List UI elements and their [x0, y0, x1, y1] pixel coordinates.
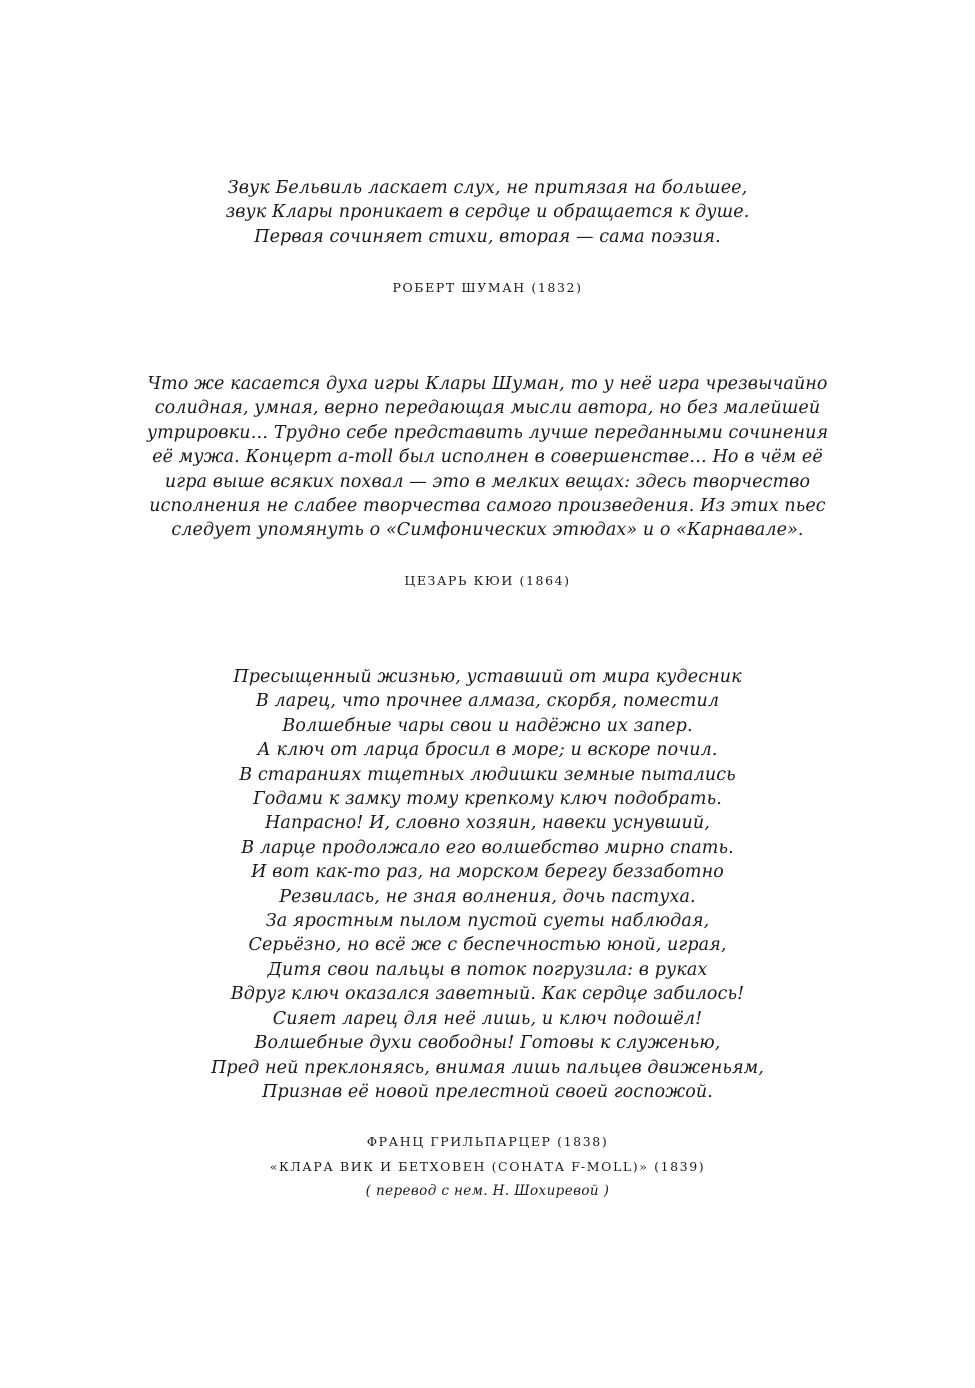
- poem-line: В ларце продолжало его волшебство мирно спать.: [241, 837, 734, 858]
- poem-line: Сияет ларец для неё лишь, и ключ подошёл!: [272, 1008, 703, 1029]
- quote-line: звук Клары проникает в сердце и обращается к душе.: [225, 202, 750, 223]
- quote-line: игра выше всяких похвал — это в мелких вещах: здесь творчество: [164, 471, 811, 492]
- quote-line: Что же касается духа игры Клары Шуман, то у неё игра чрезвычайно: [147, 374, 828, 394]
- poem-line: В ларец, что прочнее алмаза, скорбя, поместил: [255, 691, 720, 712]
- epigraph-grillparzer-poem: [0, 665, 975, 1104]
- poem-line: И вот как-то раз, на морском берегу беззаботно: [251, 862, 724, 883]
- epigraph-grillparzer-attribution: [0, 1129, 975, 1203]
- translation-note: ( перевод с нем. Н. Шохиревой ): [365, 1183, 610, 1199]
- poem-line: Пред ней преклоняясь, внимая лишь пальцев движеньям,: [211, 1057, 764, 1078]
- poem-line: Признав её новой прелестной своей госпожой.: [262, 1081, 713, 1102]
- quote-line: Звук Бельвиль ласкает слух, не притязая на большее,: [227, 178, 748, 198]
- attribution-author: ЦЕЗАРЬ КЮИ (1864): [404, 573, 571, 588]
- attribution-author: РОБЕРТ ШУМАН (1832): [392, 280, 583, 295]
- epigraph-schumann-attribution: [0, 275, 975, 300]
- poem-line: Резвилась, не зная волнения, дочь пастуха.: [279, 886, 696, 907]
- poem-line: Волшебные духи свободны! Готовы к служенью,: [254, 1033, 721, 1054]
- poem-line: Серьёзно, но всё же с беспечностью юной, играя,: [248, 935, 727, 956]
- poem-line: Вдруг ключ оказался заветный. Как сердце забилось!: [230, 984, 745, 1005]
- quote-line: следует упомянуть о «Симфонических этюдах» и о «Карнавале».: [171, 520, 804, 541]
- epigraph-schumann-text: [0, 176, 975, 249]
- poem-line: За яростным пылом пустой суеты наблюдая,: [265, 911, 710, 932]
- poem-line: В стараниях тщетных людишки земные пытались: [239, 764, 736, 785]
- poem-line: Пресыщенный жизнью, уставший от мира кудесник: [233, 667, 742, 687]
- epigraph-cui-text: [0, 372, 975, 543]
- poem-line: Дитя свои пальцы в поток погрузила: в руках: [267, 959, 708, 980]
- quote-line: исполнения не слабее творчества самого произведения. Из этих пьес: [149, 496, 826, 517]
- attribution-author: ФРАНЦ ГРИЛЬПАРЦЕР (1838): [366, 1134, 609, 1149]
- attribution-source: «КЛАРА ВИК И БЕТХОВЕН (СОНАТА F-MOLL)» (1839): [269, 1159, 706, 1174]
- poem-line: А ключ от ларца бросил в море; и вскоре почил.: [257, 740, 718, 761]
- poem-line: Волшебные чары свои и надёжно их запер.: [282, 715, 693, 736]
- quote-line: Первая сочиняет стихи, вторая — сама поэзия.: [254, 226, 721, 247]
- quote-line: солидная, умная, верно передающая мысли автора, но без малейшей: [154, 398, 821, 419]
- epigraph-cui-attribution: [0, 568, 975, 593]
- quote-line: утрировки… Трудно себе представить лучше переданными сочинения: [146, 422, 829, 443]
- quote-line: её мужа. Концерт a-moll был исполнен в совершенстве… Но в чём её: [152, 447, 823, 468]
- poem-line: Годами к замку тому крепкому ключ подобрать.: [253, 789, 722, 810]
- poem-line: Напрасно! И, словно хозяин, навеки уснувший,: [265, 813, 710, 834]
